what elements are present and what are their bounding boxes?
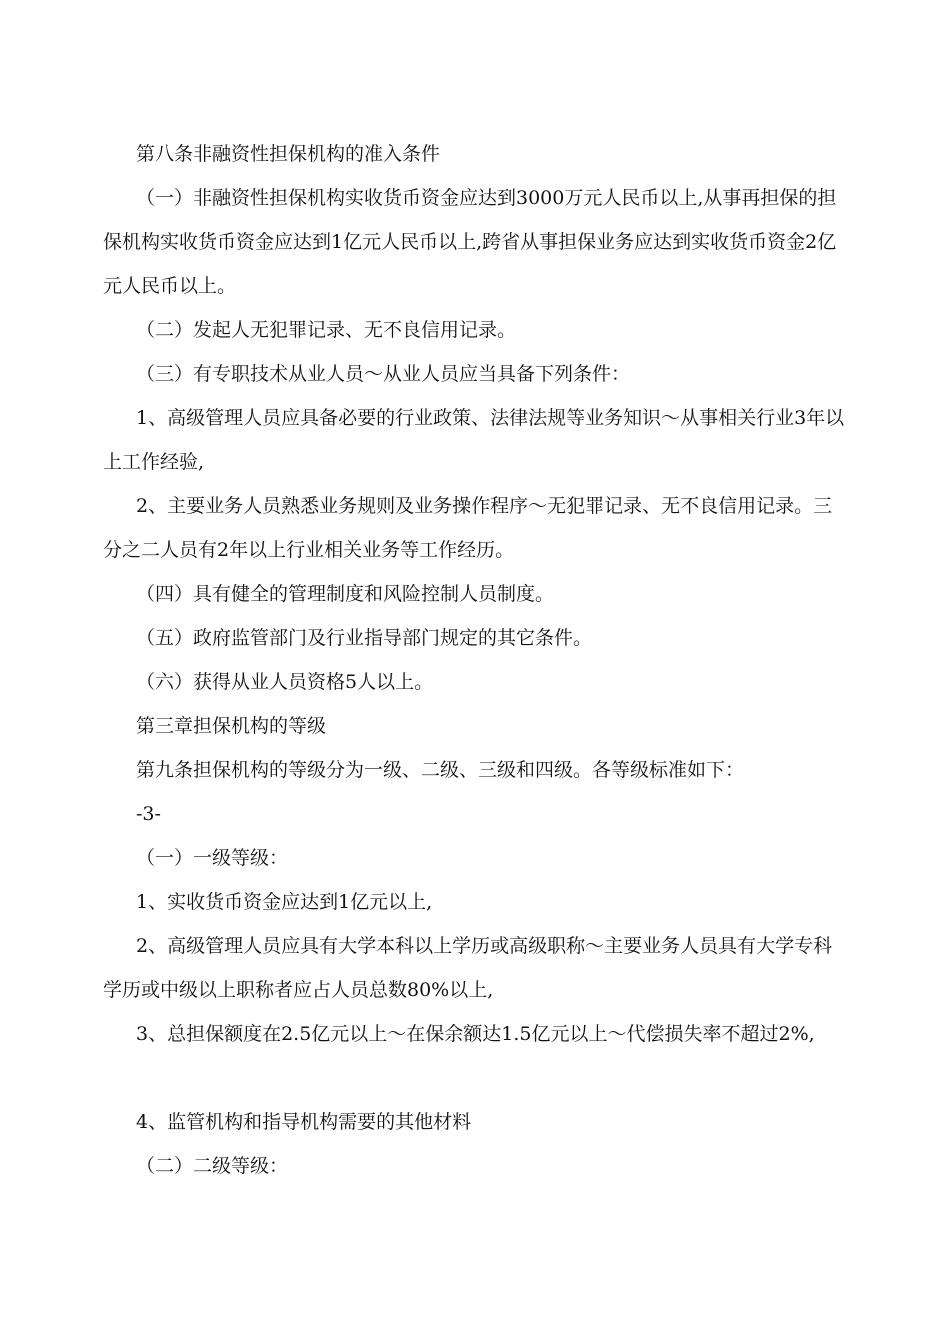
level-2-heading: （二）二级等级： bbox=[136, 1155, 289, 1177]
level-1-item-other-materials: 4、监管机构和指导机构需要的其他材料 bbox=[136, 1111, 472, 1133]
paragraph-management-system: （四）具有健全的管理制度和风险控制人员制度。 bbox=[136, 583, 555, 605]
paragraph-staff-conditions: （三）有专职技术从业人员〜从业人员应当具备下列条件： bbox=[136, 363, 631, 385]
level-1-item-guarantee-amount: 3、总担保额度在2.5亿元以上〜在保余额达1.5亿元以上〜代偿损失率不超过2%, bbox=[136, 1023, 815, 1045]
article-8-heading: 第八条非融资性担保机构的准入条件 bbox=[136, 143, 441, 165]
paragraph-no-criminal-record: （二）发起人无犯罪记录、无不良信用记录。 bbox=[136, 319, 517, 341]
level-1-item-education: 2、高级管理人员应具有大学本科以上学历或高级职称〜主要业务人员具有大学专科学历或中级以上职称者应占人员总数80%以上, bbox=[103, 935, 833, 1001]
chapter-3-heading: 第三章担保机构的等级 bbox=[136, 715, 327, 737]
article-9-heading: 第九条担保机构的等级分为一级、二级、三级和四级。各等级标准如下： bbox=[136, 759, 745, 781]
paragraph-capital-requirement: （一）非融资性担保机构实收货币资金应达到3000万元人民币以上,从事再担保的担保机构实收货币资金应达到1亿元人民币以上,跨省从事担保业务应达到实收货币资金2亿元人民币以上。 bbox=[103, 187, 837, 297]
level-1-heading: （一）一级等级： bbox=[136, 847, 289, 869]
paragraph-senior-management: 1、高级管理人员应具备必要的行业政策、法律法规等业务知识〜从事相关行业3年以上工作经验, bbox=[103, 407, 845, 473]
page-number: -3- bbox=[136, 803, 161, 825]
paragraph-business-staff: 2、主要业务人员熟悉业务规则及业务操作程序〜无犯罪记录、无不良信用记录。三分之二人员有2年以上行业相关业务等工作经历。 bbox=[103, 495, 833, 561]
paragraph-other-conditions: （五）政府监管部门及行业指导部门规定的其它条件。 bbox=[136, 627, 593, 649]
level-1-item-capital: 1、实收货币资金应达到1亿元以上, bbox=[136, 891, 433, 913]
paragraph-qualified-staff: （六）获得从业人员资格5人以上。 bbox=[136, 671, 434, 693]
